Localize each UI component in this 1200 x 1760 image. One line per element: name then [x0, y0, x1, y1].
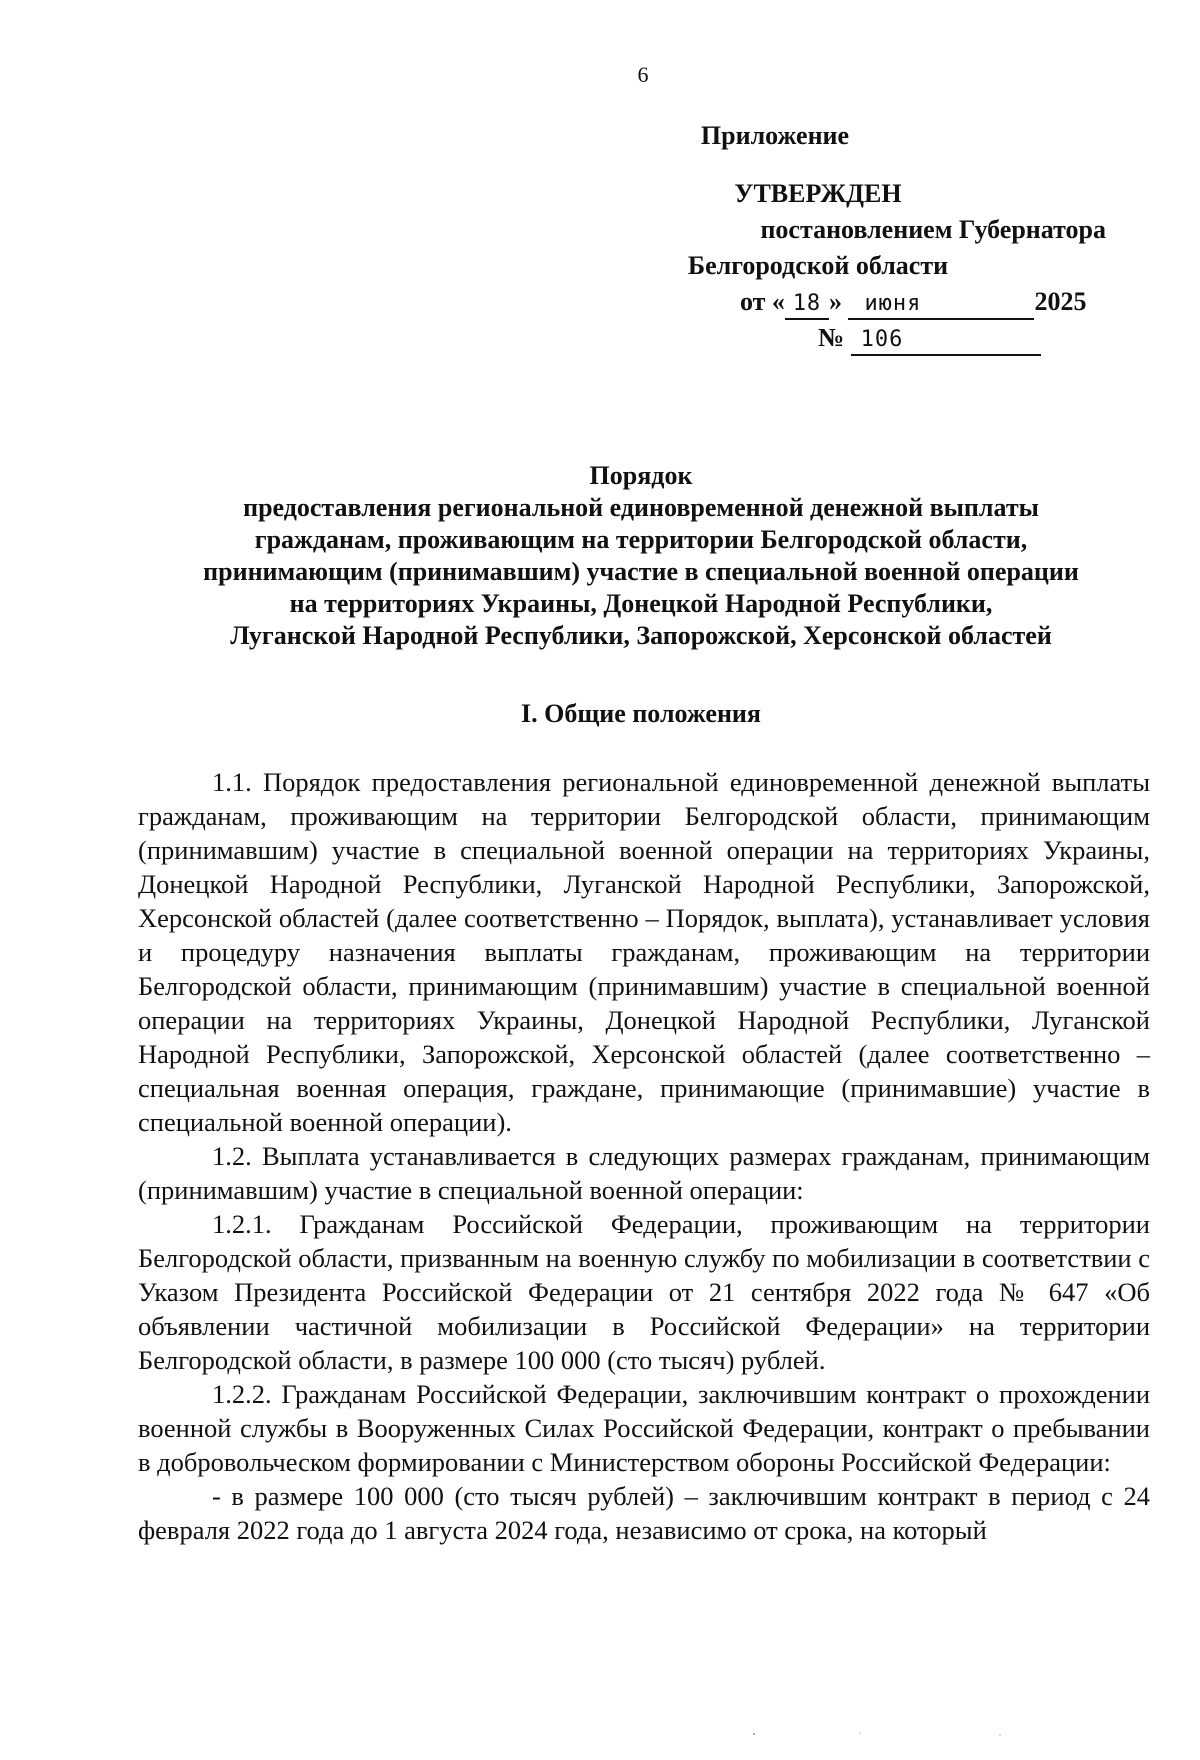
page-number: 6	[637, 62, 649, 87]
paragraph-1-2-2: 1.2.2. Гражданам Российской Федерации, заключившим контракт о прохождении военной службы в Вооруженных Силах Российской Федерации, контракт о пребывании в добровольческом формировании с Министерством обороны Российской Федерации:	[138, 1379, 1150, 1477]
paragraph-bullet: - в размере 100 000 (сто тысяч рублей) – заключившим контракт в период с 24 февраля 2022 года до 1 августа 2024 года, независимо от срока, на который	[138, 1481, 1150, 1545]
approved-label: УТВЕРЖДЕН	[734, 179, 902, 208]
date-year: 2025	[1034, 287, 1087, 316]
body-text	[138, 765, 1150, 1547]
paragraph-1-2: 1.2. Выплата устанавливается в следующих размерах гражданам, принимающим (принимавшим) участие в специальной военной операции:	[138, 1141, 1150, 1205]
date-close-quote: »	[828, 287, 842, 316]
approval-stamp-block	[687, 118, 1140, 356]
annex-label: Приложение	[700, 121, 850, 150]
scan-specks	[750, 1728, 1070, 1738]
title-line: Луганской Народной Республики, Запорожской, Херсонской областей	[230, 621, 1052, 650]
decree-number-field: 106	[851, 326, 1041, 356]
document-title	[130, 460, 1152, 652]
paragraph-1-2-1: 1.2.1. Гражданам Российской Федерации, проживающим на территории Белгородской области, призванным на военную службу по мобилизации в соответствии с Указом Президента Российской Федерации от 21 сентября 2022 года № 647 «Об объявлении частичной мобилизации в Российской Федерации» на территории Белгородской области, в размере 100 000 (сто тысяч) рублей.	[138, 1209, 1150, 1375]
date-prefix: от «	[740, 287, 785, 316]
date-month-field: июня	[848, 290, 1034, 320]
title-main: Порядок	[589, 461, 693, 490]
section-heading: I. Общие положения	[521, 699, 761, 728]
number-sign: №	[818, 323, 845, 352]
decree-date	[740, 284, 1140, 320]
date-day-field: 18	[785, 290, 829, 320]
decree-line: постановлением Губернатора	[760, 215, 1106, 244]
title-line: гражданам, проживающим на территории Белгородской области,	[254, 525, 1028, 554]
paragraph-1-1: 1.1. Порядок предоставления региональной единовременной денежной выплаты гражданам, проживающим на территории Белгородской области, принимающим (принимавшим) участие в специальной военной операции на территориях Украины, Донецкой Народной Республики, Луганской Народной Республики, Запорожской, Херсонской областей (далее соответственно – Порядок, выплата), устанавливает условия и процедуру назначения выплаты гражданам, проживающим на территории Белгородской области, принимающим (принимавшим) участие в специальной военной операции на территориях Украины, Донецкой Народной Республики, Луганской Народной Республики, Запорожской, Херсонской областей (далее соответственно – специальная военная операция, граждане, принимающие (принимавшие) участие в специальной военной операции).	[138, 767, 1150, 1137]
title-line: предоставления региональной единовременной денежной выплаты	[243, 493, 1039, 522]
title-line: на территориях Украины, Донецкой Народной Республики,	[289, 589, 993, 618]
title-line: принимающим (принимавшим) участие в специальной военной операции	[203, 557, 1079, 586]
decree-number	[818, 320, 1140, 356]
region-line: Белгородской области	[687, 251, 949, 280]
